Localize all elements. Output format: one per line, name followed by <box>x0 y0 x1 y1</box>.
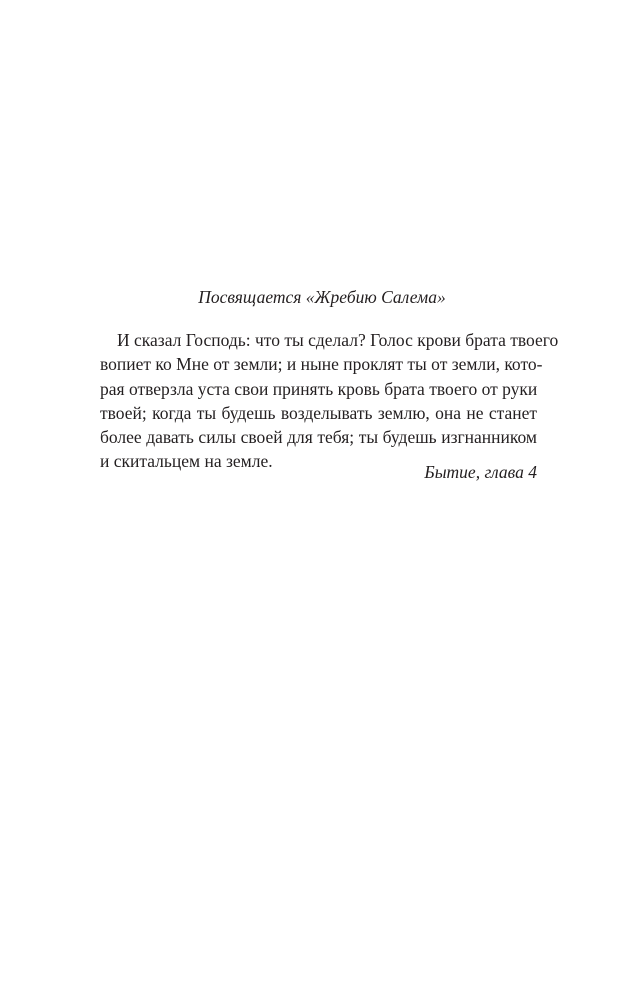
epigraph-line: рая отверзла уста свои принять кровь брата твоего от руки <box>100 378 538 399</box>
dedication: Посвящается «Жребию Салема» <box>198 287 446 307</box>
epigraph-line: И сказал Господь: что ты сделал? Голос крови брата твоего <box>117 330 559 350</box>
epigraph-line: более давать силы своей для тебя; ты будешь изгнанником <box>100 427 537 448</box>
epigraph-attribution: Бытие, глава 4 <box>424 462 537 482</box>
epigraph-line: вопиет ко Мне от земли; и ныне проклят ты от земли, кото- <box>100 354 543 375</box>
epigraph-line: и скитальцем на земле. <box>100 451 273 472</box>
epigraph <box>100 328 559 474</box>
epigraph-line: твоей; когда ты будешь возделывать землю, она не станет <box>100 402 537 423</box>
